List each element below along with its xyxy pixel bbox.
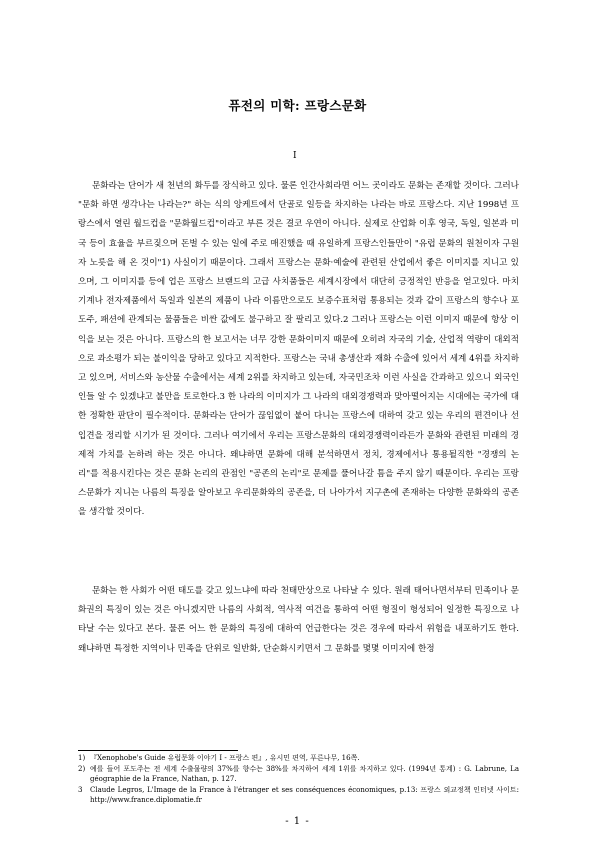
footnote-2 [78,764,519,785]
footnote-number: 3 [78,785,83,794]
footnote-3 [78,785,519,806]
footnote-number: 1) [78,754,86,762]
footnote-separator [78,750,238,751]
footnote-number: 2) [78,764,86,773]
page-number: - 1 - [285,816,310,827]
body-paragraph-1 [78,177,519,523]
footnote-text: Claude Legros, L'Image de la France à l'étranger et ses conséquences économiques, p.13: 프랑스 외교정책 인터넷 사이트: http://www.france.diplomatie.fr [90,785,519,805]
footnote-1 [78,753,519,764]
paragraph-text: 문화는 한 사회가 어떤 태도를 갖고 있느냐에 따라 천태만상으로 나타날 수 있다. 원래 태어나면서부터 민족이나 문화권의 특징이 있는 것은 아니겠지만 나름의 사회적, 역사적 여건을 통하여 어떤 형질이 형성되어 일정한 특징으로 나타날 수는 있다고 본다. 물론 어느 한 문화의 특징에 대하여 언급한다는 것은 경우에 따라서 위험을 내포하기도 한다. 왜냐하면 특정한 지역이나 민족을 단위로 일반화, 단순화시키면서 그 문화를 몇몇 이미지에 한정 [78,586,519,654]
footnotes [78,753,519,806]
paragraph-text: 문화라는 단어가 새 천년의 화두를 장식하고 있다. 물론 인간사회라면 어느 곳이라도 문화는 존재할 것이다. 그러나 "문화 하면 생각나는 나라는?" 하는 식의 앙케트에서 단골로 일등을 차지하는 나라는 바로 프랑스다. 지난 1998년 프랑스에서 열린 월드컵을 "문화월드컵"이라고 부른 것은 결코 우연이 아니다. 실제로 산업화 이후 영국, 독일, 일본과 미국 등이 효율을 부르짖으며 돈벌 수 있는 일에 주로 매진했을 때 유일하게 프랑스인들만이 "유럽 문화의 원천이자 구원자 노릇을 해 온 것이"1) 사실이기 때문이다. 그래서 프랑스는 문화·예술에 관련된 산업에서 좋은 이미지를 지니고 있으며, 그 이미지를 등에 업은 프랑스 브랜드의 고급 사치품들은 세계시장에서 대단히 긍정적인 반응을 얻고있다. 마치 기계나 전자제품에서 독일과 일본의 제품이 나라 이름만으로도 보증수표처럼 통용되는 것과 같이 프랑스의 향수나 포도주, 패션에 관계되는 물품들은 비싼 값에도 불구하고 잘 팔리고 있다.2 그러나 프랑스는 이런 이미지 때문에 항상 이익을 보는 것은 아니다. 프랑스의 한 보고서는 너무 강한 문화이미지 때문에 오히려 자국의 기술, 산업적 역량이 대외적으로 과소평가 되는 불이익을 당하고 있다고 지적한다. 프랑스는 국내 총생산과 재화 수출에 있어서 세계 4위를 차지하고 있으며, 서비스와 농산물 수출에서는 세계 2위를 차지하고 있는데, 자국민조차 이런 사실을 간과하고 있으니 외국인인들 알 수 있겠냐고 불만을 토로한다.3 한 나라의 이미지가 그 나라의 대외경쟁력과 맞아떨어지는 시대에는 국가에 대한 정확한 판단이 필수적이다. 문화라는 단어가 끊임없이 붙어 다니는 프랑스에 대하여 갖고 있는 우리의 편견이나 선입견을 정리할 시기가 된 것이다. 그러나 여기에서 우리는 프랑스문화의 대외경쟁력이라든가 문화와 관련된 미래의 경제적 가치를 논하려 하는 것은 아니다. 왜냐하면 문화에 대해 분석하면서 정치, 경제에서나 통용될직한 "경쟁의 논리"를 적용시킨다는 것은 문화 논리의 관점인 "공존의 논리"로 문제를 풀어나갈 틈을 주지 않기 때문이다. 우리는 프랑스문화가 지니는 나름의 특징을 알아보고 우리문화와의 공존을, 더 나아가서 지구촌에 존재하는 다양한 문화와의 공존을 생각할 것이다. [78,181,519,518]
section-marker: I [293,151,297,161]
body-paragraph-2 [78,582,519,659]
footnote-text: 『Xenophobe's Guide 유럽문화 이야기 I - 프랑스 편』, 유시민 편역, 푸른나무, 16쪽. [90,754,360,762]
footnote-text: 예를 들어 포도주는 전 세계 수출물량의 37%를 향수는 38%를 차지하여 세계 1위를 차지하고 있다. (1994년 통계) : G. Labrune, La géographie de la France, Nathan, p. 127. [90,764,519,784]
document-title: 퓨전의 미학: 프랑스문화 [228,98,367,113]
